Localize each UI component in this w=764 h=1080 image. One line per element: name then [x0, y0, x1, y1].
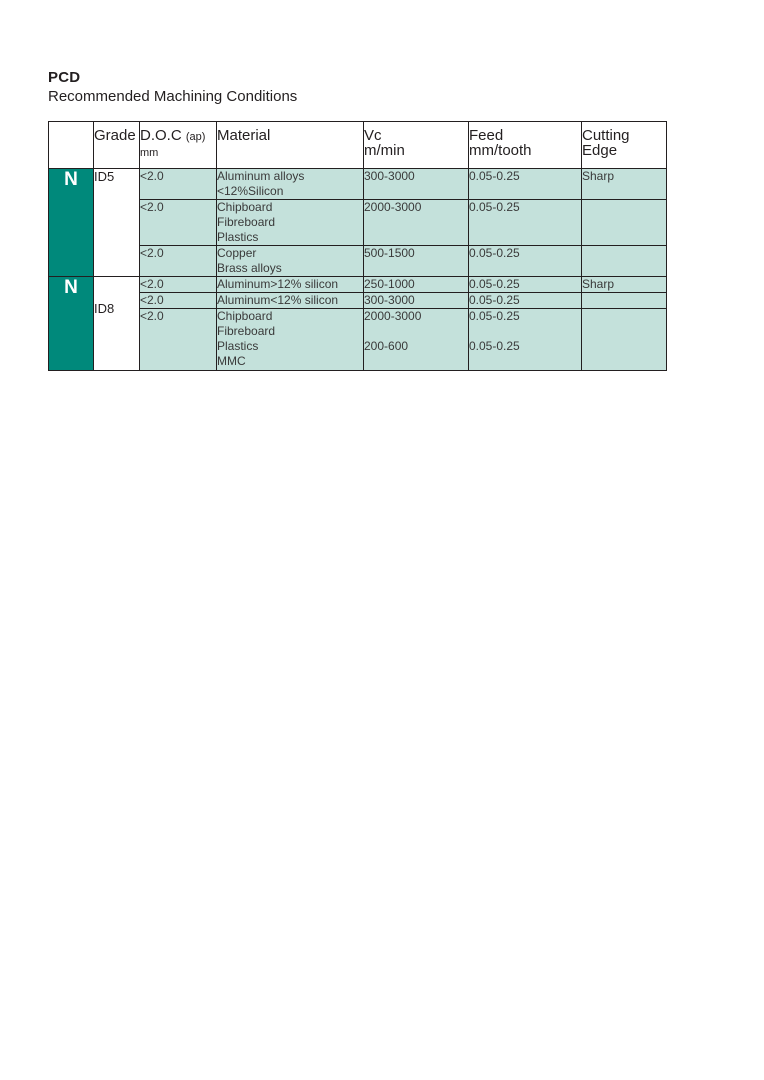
material-cell [217, 309, 364, 371]
header-grade: Grade [94, 122, 140, 169]
material-cell [217, 277, 364, 293]
feed-cell: 0.05-0.25 [469, 246, 582, 277]
material-cell [217, 293, 364, 309]
vc-cell: 500-1500 [364, 246, 469, 277]
cutting-edge-cell [582, 246, 667, 277]
cutting-edge-cell [582, 309, 667, 371]
table-row [49, 200, 667, 246]
table-row [49, 169, 667, 200]
doc-cell: <2.0 [140, 246, 217, 277]
feed-cell [469, 309, 582, 371]
header-feed [469, 122, 582, 169]
iso-group-badge: N [49, 169, 94, 277]
header-edge-line1: Cutting [582, 127, 630, 144]
header-doc-unit: mm [140, 147, 159, 159]
header-cutting-edge [582, 122, 667, 169]
header-doc [140, 122, 217, 169]
header-row [49, 122, 667, 169]
table-row [49, 277, 667, 293]
header-doc-ap: (ap) [185, 131, 206, 143]
vc-value-mmc: 200-600 [364, 339, 409, 353]
vc-cell: 2000-3000 [364, 200, 469, 246]
table-row [49, 309, 667, 371]
header-iso-blank [49, 122, 94, 169]
material-line: Chipboard [217, 200, 273, 214]
vc-cell: 250-1000 [364, 277, 469, 293]
vc-value: 2000-3000 [364, 309, 422, 323]
header-vc-unit: m/min [364, 142, 405, 159]
header-vc [364, 122, 469, 169]
cutting-edge-cell [582, 200, 667, 246]
doc-cell: <2.0 [140, 309, 217, 371]
grade-cell: ID8 [94, 277, 140, 371]
table-row [49, 246, 667, 277]
material-line: Aluminum>12% silicon [217, 277, 339, 291]
material-line: Fibreboard [217, 215, 276, 229]
material-cell [217, 246, 364, 277]
feed-value: 0.05-0.25 [469, 309, 520, 323]
feed-cell: 0.05-0.25 [469, 277, 582, 293]
vc-cell: 300-3000 [364, 169, 469, 200]
material-line: Chipboard [217, 309, 273, 323]
material-cell [217, 200, 364, 246]
doc-cell: <2.0 [140, 293, 217, 309]
grade-cell: ID5 [94, 169, 140, 277]
material-line: Copper [217, 246, 257, 260]
material-line: Aluminum alloys [217, 169, 305, 183]
doc-cell: <2.0 [140, 277, 217, 293]
material-cell [217, 169, 364, 200]
material-line: Aluminum<12% silicon [217, 293, 339, 307]
feed-cell: 0.05-0.25 [469, 169, 582, 200]
cutting-edge-cell: Sharp [582, 169, 667, 200]
feed-cell: 0.05-0.25 [469, 200, 582, 246]
material-line: MMC [217, 354, 246, 368]
cutting-edge-cell [582, 293, 667, 309]
page-subtitle: Recommended Machining Conditions [48, 88, 298, 105]
table-row [49, 293, 667, 309]
feed-value-mmc: 0.05-0.25 [469, 339, 520, 353]
header-feed-label: Feed [469, 127, 504, 144]
header-feed-unit: mm/tooth [469, 142, 532, 159]
vc-cell [364, 309, 469, 371]
material-line: <12%Silicon [217, 184, 284, 198]
cutting-edge-cell: Sharp [582, 277, 667, 293]
page-title: PCD [48, 69, 81, 86]
vc-cell: 300-3000 [364, 293, 469, 309]
header-vc-label: Vc [364, 127, 382, 144]
doc-cell: <2.0 [140, 169, 217, 200]
header-doc-label: D.O.C [140, 127, 182, 144]
feed-cell: 0.05-0.25 [469, 293, 582, 309]
material-line: Plastics [217, 339, 259, 353]
material-line: Plastics [217, 230, 259, 244]
material-line: Fibreboard [217, 324, 276, 338]
header-edge-line2: Edge [582, 142, 618, 159]
header-material: Material [217, 122, 364, 169]
iso-group-badge: N [49, 277, 94, 371]
machining-conditions-table [48, 121, 667, 371]
material-line: Brass alloys [217, 261, 282, 275]
doc-cell: <2.0 [140, 200, 217, 246]
